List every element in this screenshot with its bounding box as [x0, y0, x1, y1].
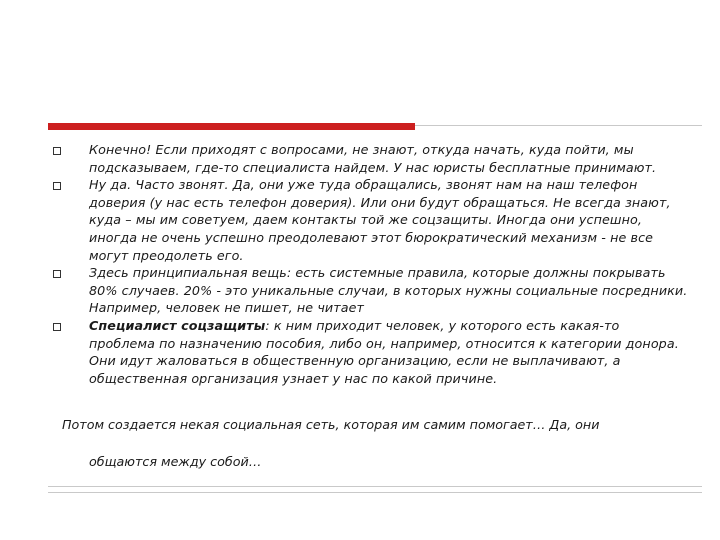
footer-text-line-2: общаются между собой… — [89, 454, 262, 469]
bullet-text: Конечно! Если приходят с вопросами, не знают, откуда начать, куда пойти, мы подсказываем, где-то специалиста найдем. У нас юристы бесплатные принимают. — [89, 142, 657, 175]
bullet-bold-lead: Специалист соцзащиты — [89, 317, 266, 333]
bottom-divider — [48, 486, 702, 487]
square-bullet-icon — [53, 270, 61, 278]
bullet-text: Здесь принципиальная вещь: есть системные правила, которые должны покрывать 80% случаев. 20% - это уникальные случаи, в которых нужны социальные посредники. Например, человек не пишет, не читает — [89, 265, 688, 316]
bullet-list — [48, 141, 688, 387]
bullet-item-1 — [48, 141, 688, 176]
footer-text-line-1: Потом создается некая социальная сеть, которая им самим помогает… Да, они — [62, 417, 600, 432]
square-bullet-icon — [53, 182, 61, 190]
bottom-divider-2 — [48, 492, 702, 493]
bullet-text: : к ним приходит человек, у которого есть какая-то проблема по назначению пособия, либо он, например, относится к категории донора. Они идут жаловаться в общественную организацию, если не выплачивают, а общественная организация узнает у нас по какой причине. — [89, 317, 679, 386]
bullet-item-3 — [48, 264, 688, 317]
bullet-item-4 — [48, 317, 688, 387]
square-bullet-icon — [53, 323, 61, 331]
top-accent-bar — [48, 123, 415, 130]
bullet-text: Ну да. Часто звонят. Да, они уже туда обращались, звонят нам на наш телефон доверия (у нас есть телефон доверия). Или они будут обращаться. Не всегда знают, куда – мы им советуем, даем контакты той же соцзащиты. Иногда они успешно, иногда не очень успешно преодолевают этот бюрократический механизм - не все могут преодолеть его. — [89, 177, 671, 263]
square-bullet-icon — [53, 147, 61, 155]
bullet-item-2 — [48, 176, 688, 264]
